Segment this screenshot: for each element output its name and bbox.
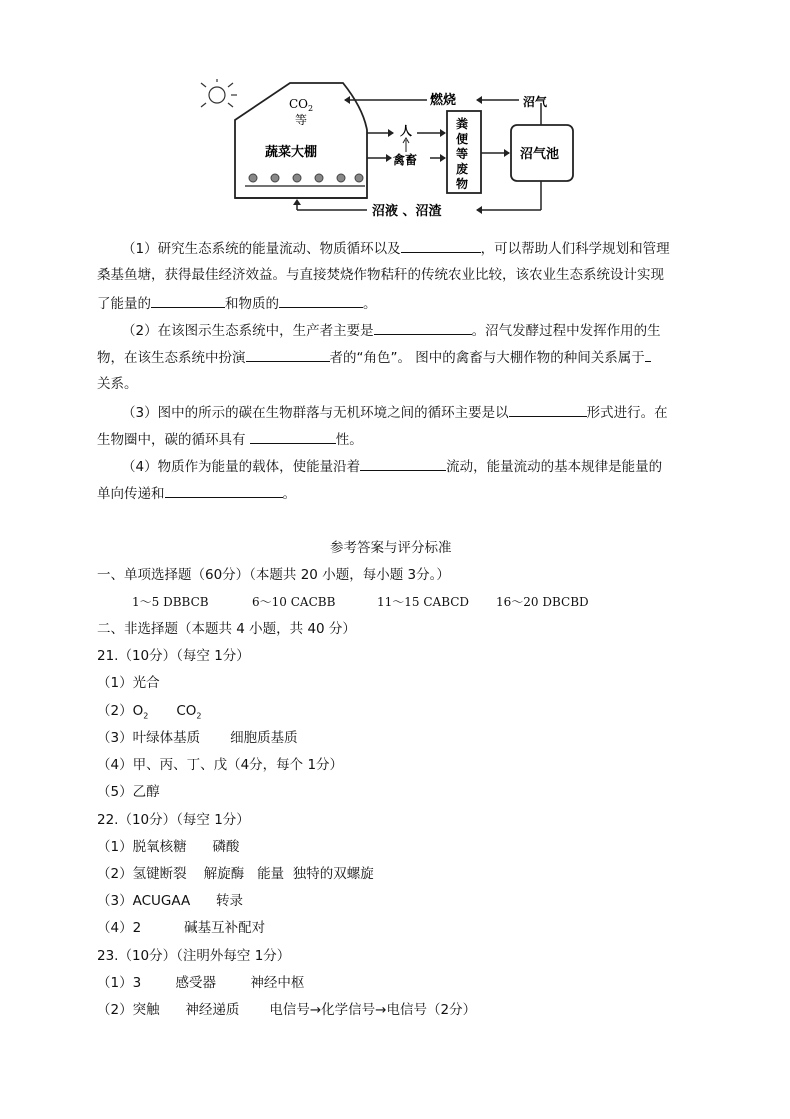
biogas-ecosystem-diagram [195, 78, 575, 223]
q22-answer-4: （4）2 碱基互补配对 [97, 920, 266, 936]
sun-icon [201, 79, 237, 107]
mc-answers-2: 6～10 CACBB [252, 595, 336, 609]
co2-label: $CO_2$ [289, 97, 314, 113]
biogas-label: 沼气 [523, 95, 548, 109]
q3-line1: （3）图中的所示的碳在生物群落与无机环境之间的循环主要是以 形式进行。在 [122, 402, 668, 423]
q23-answer-1: （1）3 感受器 神经中枢 [97, 975, 305, 991]
plants-icon [245, 174, 365, 186]
section-1-heading: 一、单项选择题（60分）（本题共 20 小题，每小题 3分。） [97, 567, 450, 583]
q3-line2: 生物圈中，碳的循环具有 性。 [97, 429, 363, 450]
q2-line1: （2）在该图示生态系统中，生产者主要是 。沼气发酵过程中发挥作用的生 [122, 320, 661, 341]
digester-label: 沼气池 [520, 147, 560, 162]
mc-answers-4: 16～20 DBCBD [496, 595, 589, 609]
greenhouse-label: 蔬菜大棚 [265, 145, 318, 160]
q2-line3: 关系。 [97, 376, 138, 392]
mc-answers-3: 11～15 CABCD [377, 595, 470, 609]
q22-heading: 22.（10分）（每空 1分） [97, 812, 250, 828]
q22-answer-1: （1）脱氧核糖 磷酸 [97, 839, 240, 855]
section-2-heading: 二、非选择题（本题共 4 小题，共 40 分） [97, 621, 356, 637]
residue-label: 沼液 、沼渣 [372, 204, 442, 219]
q1-line3: 了能量的 和物质的 。 [97, 293, 377, 314]
q1-line2: 桑基鱼塘，获得最佳经济效益。与直接焚烧作物秸秆的传统农业比较，该农业生态系统设计实现 [97, 267, 664, 283]
svg-text:便: 便 [456, 132, 469, 146]
svg-text:废: 废 [456, 162, 469, 176]
svg-text:物: 物 [456, 177, 469, 191]
q2-line2: 物，在该生态系统中扮演 者的“角色”。 图中的禽畜与大棚作物的种间关系属于 [97, 347, 651, 368]
q21-answer-4: （4）甲、丙、丁、戊（4分，每个 1分） [97, 757, 344, 773]
q23-answer-2: （2）突触 神经递质 电信号→化学信号→电信号（2分） [97, 1002, 477, 1018]
q4-line2: 单向传递和 。 [97, 483, 296, 504]
q4-line1: （4）物质作为能量的载体，使能量沿着 流动，能量流动的基本规律是能量的 [122, 456, 662, 477]
q21-answer-3: （3）叶绿体基质 细胞质基质 [97, 730, 298, 746]
q21-heading: 21.（10分）（每空 1分） [97, 648, 250, 664]
q23-heading: 23.（10分）（注明外每空 1分） [97, 948, 291, 964]
svg-text:粪: 粪 [456, 117, 469, 131]
person-label: 人 [400, 124, 413, 138]
livestock-label: 禽畜 [393, 153, 418, 167]
q22-answer-2: （2）氢键断裂 解旋酶 能量 独特的双螺旋 [97, 866, 374, 882]
co2-etc-label: 等 [295, 113, 308, 127]
svg-text:等: 等 [456, 147, 469, 161]
q21-answer-5: （5）乙醇 [97, 784, 160, 800]
q22-answer-3: （3）ACUGAA 转录 [97, 893, 243, 909]
mc-answers-1: 1～5 DBBCB [132, 595, 209, 609]
q1-line1: （1）研究生态系统的能量流动、物质循环以及 ，可以帮助人们科学规划和管理 [122, 238, 670, 259]
answers-title: 参考答案与评分标准 [330, 540, 452, 556]
q21-answer-1: （1）光合 [97, 675, 160, 691]
q21-answer-2: $(2)O_2$ $CO_2$ [97, 703, 202, 721]
combustion-label: 燃烧 [430, 93, 457, 108]
